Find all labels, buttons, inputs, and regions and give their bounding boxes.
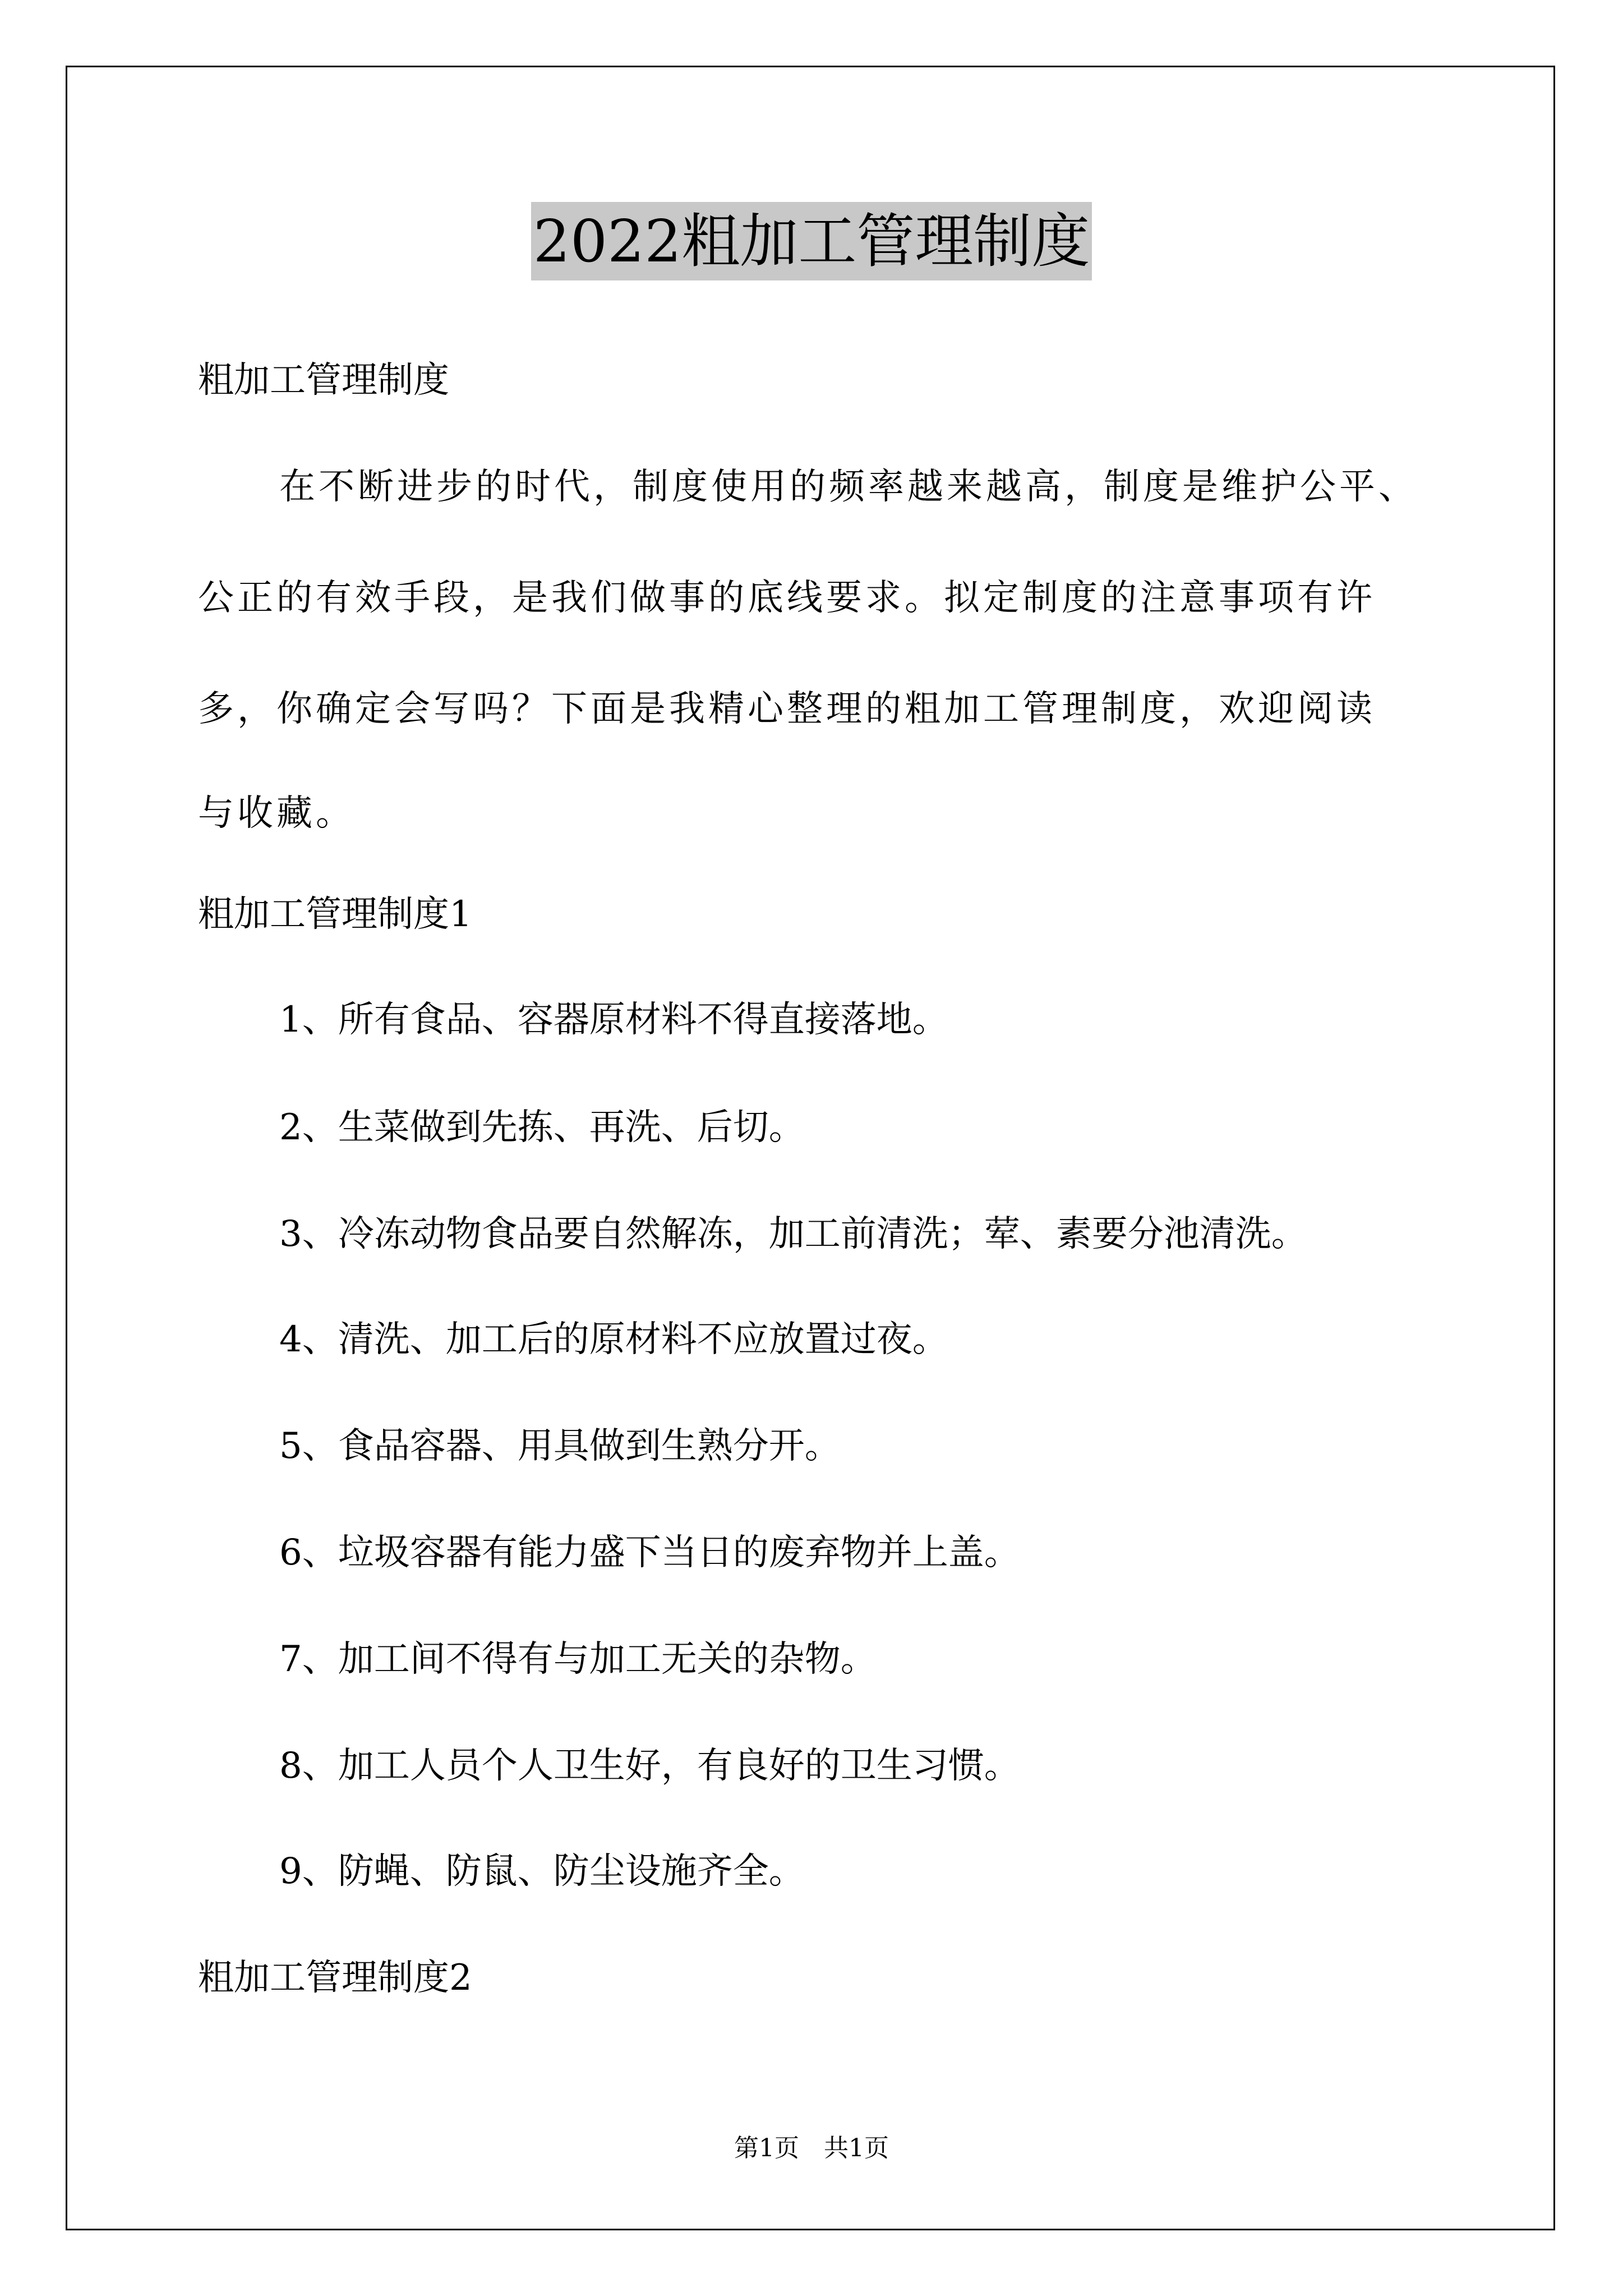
intro-line: 在不断进步的时代，制度使用的频率越来越高，制度是维护公平、 [279, 466, 1418, 508]
list-item: 5、食品容器、用具做到生熟分开。 [279, 1425, 841, 1467]
intro-line: 与收藏。 [198, 793, 355, 834]
document-subtitle: 粗加工管理制度 [198, 360, 449, 401]
section-heading: 粗加工管理制度2 [198, 1957, 472, 1999]
list-item: 2、生菜做到先拣、再洗、后切。 [279, 1107, 805, 1148]
list-item: 3、冷冻动物食品要自然解冻，加工前清洗；荤、素要分池清洗。 [279, 1213, 1307, 1255]
section-heading: 粗加工管理制度1 [198, 894, 472, 935]
list-item: 1、所有食品、容器原材料不得直接落地。 [279, 999, 948, 1041]
list-item: 9、防蝇、防鼠、防尘设施齐全。 [279, 1851, 805, 1892]
document-title-text: 2022粗加工管理制度 [531, 202, 1092, 280]
page-footer: 第1页 共1页 [734, 2134, 889, 2162]
document-title [0, 202, 1623, 280]
list-item: 8、加工人员个人卫生好，有良好的卫生习惯。 [279, 1745, 1020, 1787]
list-item: 7、加工间不得有与加工无关的杂物。 [279, 1639, 877, 1680]
list-item: 4、清洗、加工后的原材料不应放置过夜。 [279, 1319, 948, 1360]
intro-line: 公正的有效手段，是我们做事的底线要求。拟定制度的注意事项有许 [198, 577, 1376, 619]
list-item: 6、垃圾容器有能力盛下当日的废弃物并上盖。 [279, 1532, 1020, 1573]
intro-line: 多，你确定会写吗？下面是我精心整理的粗加工管理制度，欢迎阅读 [198, 688, 1376, 730]
